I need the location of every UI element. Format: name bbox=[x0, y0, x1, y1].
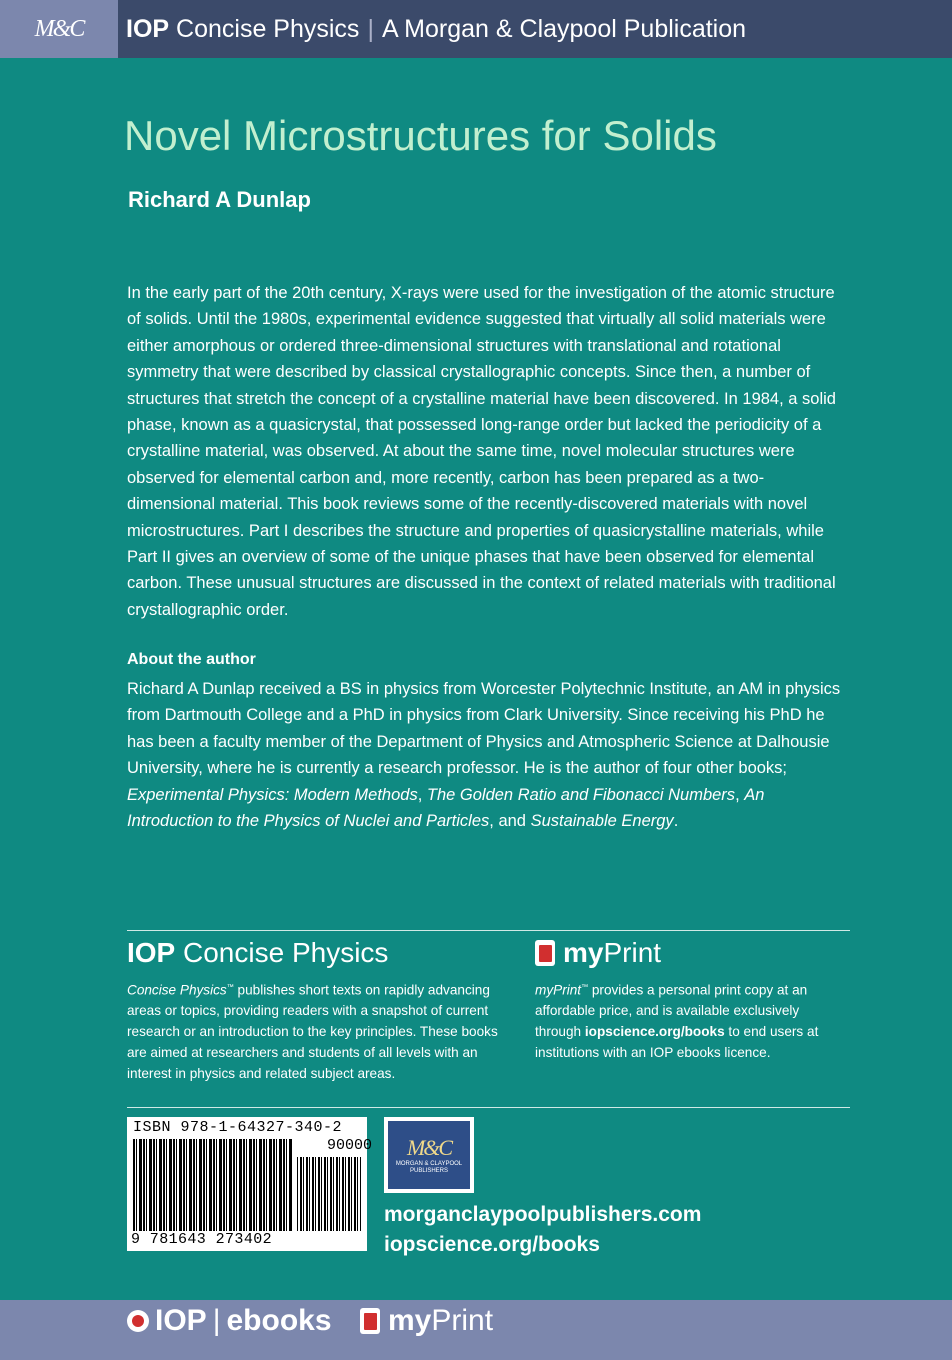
isbn-barcode bbox=[127, 1117, 373, 1251]
iop-text: publishes short texts on rapidly advancing areas or topics, providing readers with a snapshot of current research or an introduction to the key principles. These books are aimed at researchers and students of all levels with an interest in physics and related subject areas. bbox=[127, 982, 498, 1081]
divider-top bbox=[127, 930, 850, 931]
about-text bbox=[127, 676, 852, 834]
myprint-link[interactable]: iopscience.org/books bbox=[584, 1024, 725, 1040]
publisher-monogram: M&C bbox=[406, 1135, 452, 1160]
book-abstract: In the early part of the 20th century, X-rays were used for the investigation of the atomic structure of solids. Until the 1980s, experimental evidence suggested that virtually all solid materials were either amorphous or ordered three-dimensional structures with translational and rotational symmetry that were described by classical crystallographic concepts. Since then, a number of structures that stretch the concept of a crystalline material have been discovered. In 1984, a solid phase, known as a quasicrystal, that possessed long-range order but lacked the periodicity of a crystalline material, was observed. At about the same time, novel molecular structures were observed for elemental carbon and, more recently, carbon has been prepared as a two-dimensional material. This book reviews some of the recently-discovered materials with novel microstructures. Part I describes the structure and properties of quasicrystalline materials, while Part II gives an overview of some of the unique phases that have been observed for elemental carbon. These unusual structures are discussed in the context of related materials with traditional crystallographic order. bbox=[127, 284, 836, 619]
barcode-digits: 9 781643 273402 bbox=[131, 1231, 273, 1248]
logo-monogram: M&C bbox=[34, 15, 84, 42]
publisher-logo-inner bbox=[388, 1121, 470, 1189]
iop-description bbox=[127, 978, 507, 1085]
divider-bottom bbox=[127, 1107, 850, 1108]
footer-print: Print bbox=[431, 1304, 494, 1337]
iop-dot-icon bbox=[127, 1310, 149, 1332]
barcode-addon-bars bbox=[297, 1157, 361, 1231]
iop-concise-logo bbox=[127, 937, 388, 969]
header-bar bbox=[0, 0, 952, 58]
myprint-brand: myPrint bbox=[535, 982, 582, 998]
book-author: Richard A Dunlap bbox=[128, 187, 311, 212]
book-title-2: The Golden Ratio and Fibonacci Numbers bbox=[426, 785, 736, 804]
about-heading: About the author bbox=[127, 651, 256, 668]
footer-my: my bbox=[388, 1304, 432, 1337]
publisher-logo bbox=[384, 1117, 474, 1193]
myprint-logo-bold: my bbox=[563, 937, 604, 968]
footer-ebooks: ebooks bbox=[226, 1304, 332, 1337]
publisher-link[interactable]: morganclaypoolpublishers.com bbox=[384, 1203, 702, 1226]
footer-myprint bbox=[360, 1304, 493, 1338]
about-body: Richard A Dunlap received a BS in physics from Worcester Polytechnic Institute, an AM in physics from Dartmouth College and a PhD in physics from Clark University. Since receiving his PhD he has been a faculty member of the Department of Physics and Atmospheric Science at Dalhousie University, where he is currently a research professor. He is the author of four other books; bbox=[127, 680, 841, 778]
myprint-text-2: to end users at institutions with an IOP ebooks licence. bbox=[535, 1024, 819, 1060]
footer-pipe: | bbox=[212, 1304, 221, 1337]
myprint-logo bbox=[535, 937, 661, 969]
series-iop: IOP bbox=[126, 15, 170, 43]
sep: , bbox=[735, 785, 745, 804]
iop-brand: Concise Physics bbox=[127, 982, 227, 998]
series-line bbox=[126, 14, 746, 44]
book-title: Novel Microstructures for Solids bbox=[124, 112, 717, 159]
myprint-logo-name: Print bbox=[603, 937, 662, 968]
isbn-text: ISBN 978-1-64327-340-2 bbox=[133, 1119, 343, 1136]
footer-iop: IOP bbox=[155, 1304, 207, 1337]
book-title-4: Sustainable Energy bbox=[530, 812, 674, 831]
sep: . bbox=[673, 812, 679, 831]
myprint-text-1: provides a personal print copy at an affordable price, and is available exclusively through bbox=[535, 982, 808, 1040]
tm: ™ bbox=[226, 984, 234, 991]
links bbox=[384, 1200, 701, 1260]
book-title-1: Experimental Physics: Modern Methods bbox=[127, 785, 418, 804]
book-icon bbox=[360, 1308, 380, 1334]
sep: , and bbox=[489, 812, 531, 831]
tm: ™ bbox=[581, 984, 589, 991]
iop-logo-bold: IOP bbox=[127, 937, 176, 968]
separator: | bbox=[367, 15, 374, 43]
book-icon bbox=[535, 940, 555, 966]
price-code: 90000 bbox=[327, 1137, 373, 1154]
series-name: Concise Physics bbox=[176, 15, 360, 43]
book-title-3: An Introduction to the Physics of Nuclei and Particles bbox=[127, 785, 765, 831]
iopscience-link[interactable]: iopscience.org/books bbox=[384, 1233, 600, 1256]
publisher-name: MORGAN & CLAYPOOL PUBLISHERS bbox=[395, 1161, 463, 1174]
footer-iop-ebooks bbox=[127, 1304, 332, 1338]
barcode-bars bbox=[133, 1139, 293, 1231]
sep: , bbox=[417, 785, 427, 804]
publisher-line: A Morgan & Claypool Publication bbox=[381, 15, 747, 43]
myprint-description bbox=[535, 978, 845, 1064]
morgan-claypool-logo bbox=[0, 0, 118, 58]
iop-logo-name: Concise Physics bbox=[183, 937, 389, 968]
